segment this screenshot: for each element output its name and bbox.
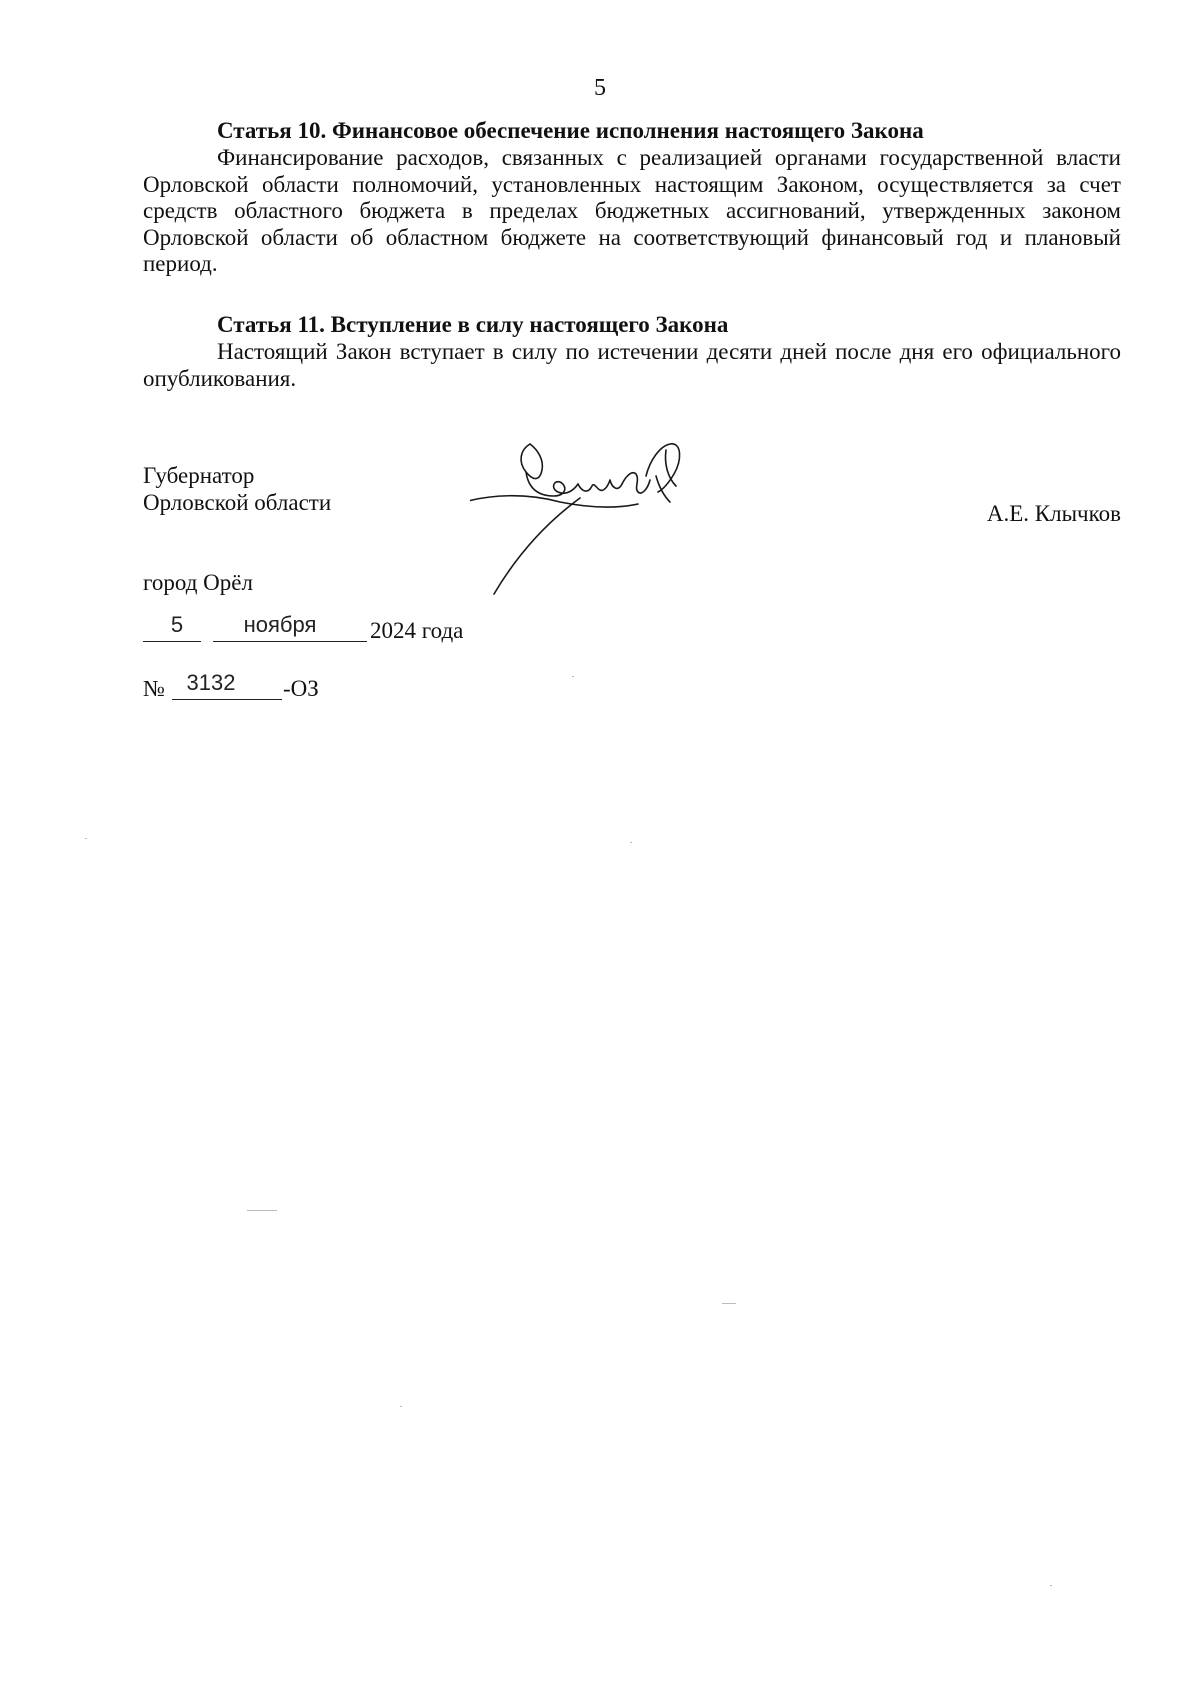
scan-speck (247, 1210, 277, 1211)
article-11 (143, 311, 1121, 392)
article-10 (143, 117, 1121, 278)
scan-speck (722, 1303, 736, 1304)
law-number-line (143, 670, 543, 710)
signer-position (143, 462, 331, 516)
date-day-underline (143, 641, 201, 642)
article-10-body: Финансирование расходов, связанных с реализацией органами государственной власти Орловской области полномочий, установленных настоящим Законом, осуществляется за счет средств областного бюджета в пределах бюджетных ассигнований, утвержденных законом Орловской области об областном бюджете на соответствующий финансовый год и плановый период. (143, 145, 1121, 276)
place-of-signing: город Орёл (143, 570, 253, 595)
law-number-suffix: -ОЗ (283, 676, 319, 701)
article-11-body: Настоящий Закон вступает в силу по истечении десяти дней после дня его официального опубликования. (143, 339, 1121, 391)
handwritten-signature (470, 440, 730, 600)
date-year: 2024 года (370, 618, 464, 643)
scan-speck (572, 676, 574, 677)
page-number: 5 (594, 75, 606, 101)
date-month: ноября (243, 612, 317, 637)
date-day: 5 (170, 612, 184, 637)
article-11-heading: Статья 11. Вступление в силу настоящего Закона (217, 312, 729, 337)
law-number-prefix: № (143, 676, 165, 701)
law-number-underline (172, 699, 282, 700)
scan-speck (400, 1406, 402, 1407)
scan-speck (1050, 1585, 1052, 1586)
date-month-underline (213, 641, 367, 642)
scan-speck (85, 838, 87, 839)
law-number-value: 3132 (186, 670, 236, 695)
article-10-heading: Статья 10. Финансовое обеспечение исполнения настоящего Закона (217, 118, 924, 143)
scan-speck (630, 842, 632, 843)
signer-position-line2: Орловской области (143, 490, 332, 515)
signer-name: А.Е. Клычков (986, 501, 1121, 526)
signer-position-line1: Губернатор (143, 463, 255, 488)
date-line (143, 612, 643, 652)
